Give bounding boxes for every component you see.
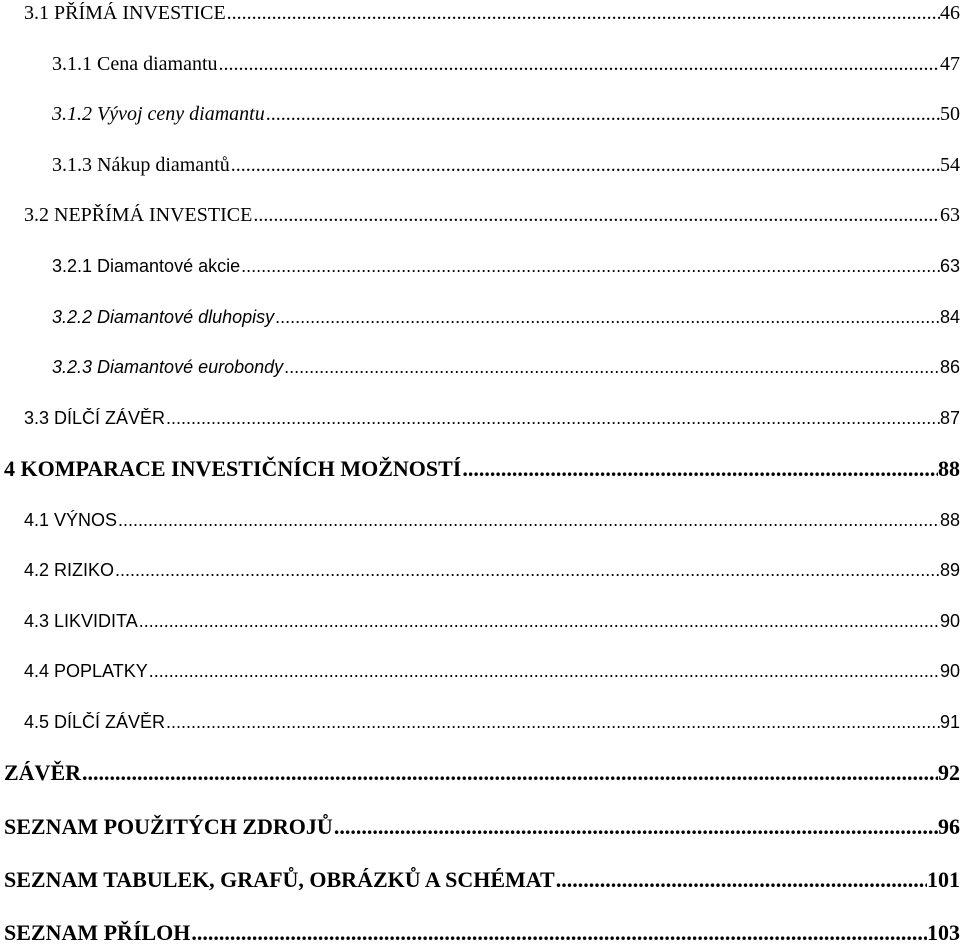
toc-leader-dots <box>226 2 940 25</box>
toc-leader-dots <box>461 456 938 482</box>
toc-entry-page: 88 <box>938 456 960 481</box>
toc-leader-dots <box>230 154 940 177</box>
toc-leader-dots <box>165 408 940 429</box>
toc-entry[interactable] <box>24 408 960 429</box>
toc-entry-page: 87 <box>939 408 960 428</box>
toc-entry[interactable] <box>4 456 960 482</box>
toc-entry-label: SEZNAM TABULEK, GRAFŮ, OBRÁZKŮ A SCHÉMAT <box>4 867 555 892</box>
toc-leader-dots <box>138 611 940 632</box>
toc-entry-label: SEZNAM PŘÍLOH <box>4 920 191 945</box>
toc-entry[interactable] <box>24 560 960 581</box>
toc-entry-label: 3.1.1 Cena diamantu <box>52 53 218 75</box>
toc-leader-dots <box>117 510 940 531</box>
toc-entry-label: 4 KOMPARACE INVESTIČNÍCH MOŽNOSTÍ <box>4 456 462 481</box>
toc-entry-label: 3.2.2 Diamantové dluhopisy <box>52 307 275 327</box>
toc-leader-dots <box>274 307 940 328</box>
toc-entry-label: 3.3 DÍLČÍ ZÁVĚR <box>24 408 166 428</box>
toc-entry-label: 4.3 LIKVIDITA <box>24 611 138 631</box>
toc-entry-page: 92 <box>938 760 960 785</box>
toc-entry[interactable] <box>52 307 960 328</box>
toc-entry-page: 101 <box>927 867 960 892</box>
toc-entry-label: 3.1 PŘÍMÁ INVESTICE <box>24 2 226 24</box>
toc-leader-dots <box>333 814 938 840</box>
toc-entry-label: 3.1.2 Vývoj ceny diamantu <box>52 103 265 125</box>
toc-leader-dots <box>114 560 940 581</box>
toc-entry-page: 88 <box>939 510 960 530</box>
toc-entry-page: 54 <box>940 154 960 176</box>
toc-entry-page: 63 <box>940 204 960 226</box>
toc-leader-dots <box>81 760 938 786</box>
toc-entry-page: 50 <box>940 103 960 125</box>
toc-entry-page: 96 <box>938 814 960 839</box>
toc-entry-page: 86 <box>939 357 960 377</box>
toc-entry[interactable] <box>24 204 960 227</box>
toc-entry[interactable] <box>4 814 960 840</box>
toc-entry[interactable] <box>52 154 960 177</box>
toc-entry-page: 47 <box>940 53 960 75</box>
toc-entry-page: 89 <box>939 560 960 580</box>
toc-entry[interactable] <box>52 256 960 277</box>
toc-leader-dots <box>252 204 940 227</box>
toc-entry-label: 4.5 DÍLČÍ ZÁVĚR <box>24 712 166 732</box>
toc-entry-label: 4.1 VÝNOS <box>24 510 118 530</box>
toc-entry-page: 90 <box>939 661 960 681</box>
toc-entry-label: ZÁVĚR <box>4 760 82 785</box>
toc-entry-label: 3.2 NEPŘÍMÁ INVESTICE <box>24 204 253 226</box>
toc-leader-dots <box>218 53 940 76</box>
toc-entry[interactable] <box>24 661 960 682</box>
toc-entry-page: 90 <box>939 611 960 631</box>
toc-leader-dots <box>265 103 940 126</box>
toc-entry-label: 3.2.3 Diamantové eurobondy <box>52 357 284 377</box>
toc-leader-dots <box>165 712 940 733</box>
toc-entry-page: 84 <box>939 307 960 327</box>
toc-entry-label: 3.1.3 Nákup diamantů <box>52 154 230 176</box>
toc-entry[interactable] <box>52 53 960 76</box>
toc-entry[interactable] <box>4 760 960 786</box>
toc-entry-page: 103 <box>927 920 960 945</box>
toc-entry[interactable] <box>4 867 960 893</box>
toc-leader-dots <box>555 867 927 893</box>
toc-leader-dots <box>283 357 940 378</box>
toc-entry-label: SEZNAM POUŽITÝCH ZDROJŮ <box>4 814 333 839</box>
toc-entry-label: 4.4 POPLATKY <box>24 661 148 681</box>
toc-leader-dots <box>190 920 927 946</box>
toc-entry-label: 4.2 RIZIKO <box>24 560 115 580</box>
toc-entry[interactable] <box>24 2 960 25</box>
toc-entry-page: 91 <box>939 712 960 732</box>
toc-entry[interactable] <box>52 103 960 126</box>
toc-entry-page: 46 <box>940 2 960 24</box>
toc-entry-label: 3.2.1 Diamantové akcie <box>52 256 241 276</box>
toc-entry[interactable] <box>24 712 960 733</box>
toc-entry-page: 63 <box>939 256 960 276</box>
toc-leader-dots <box>148 661 940 682</box>
toc-entry[interactable] <box>4 920 960 946</box>
toc-entry[interactable] <box>24 611 960 632</box>
toc-entry[interactable] <box>24 510 960 531</box>
toc-entry[interactable] <box>52 357 960 378</box>
toc-leader-dots <box>240 256 940 277</box>
